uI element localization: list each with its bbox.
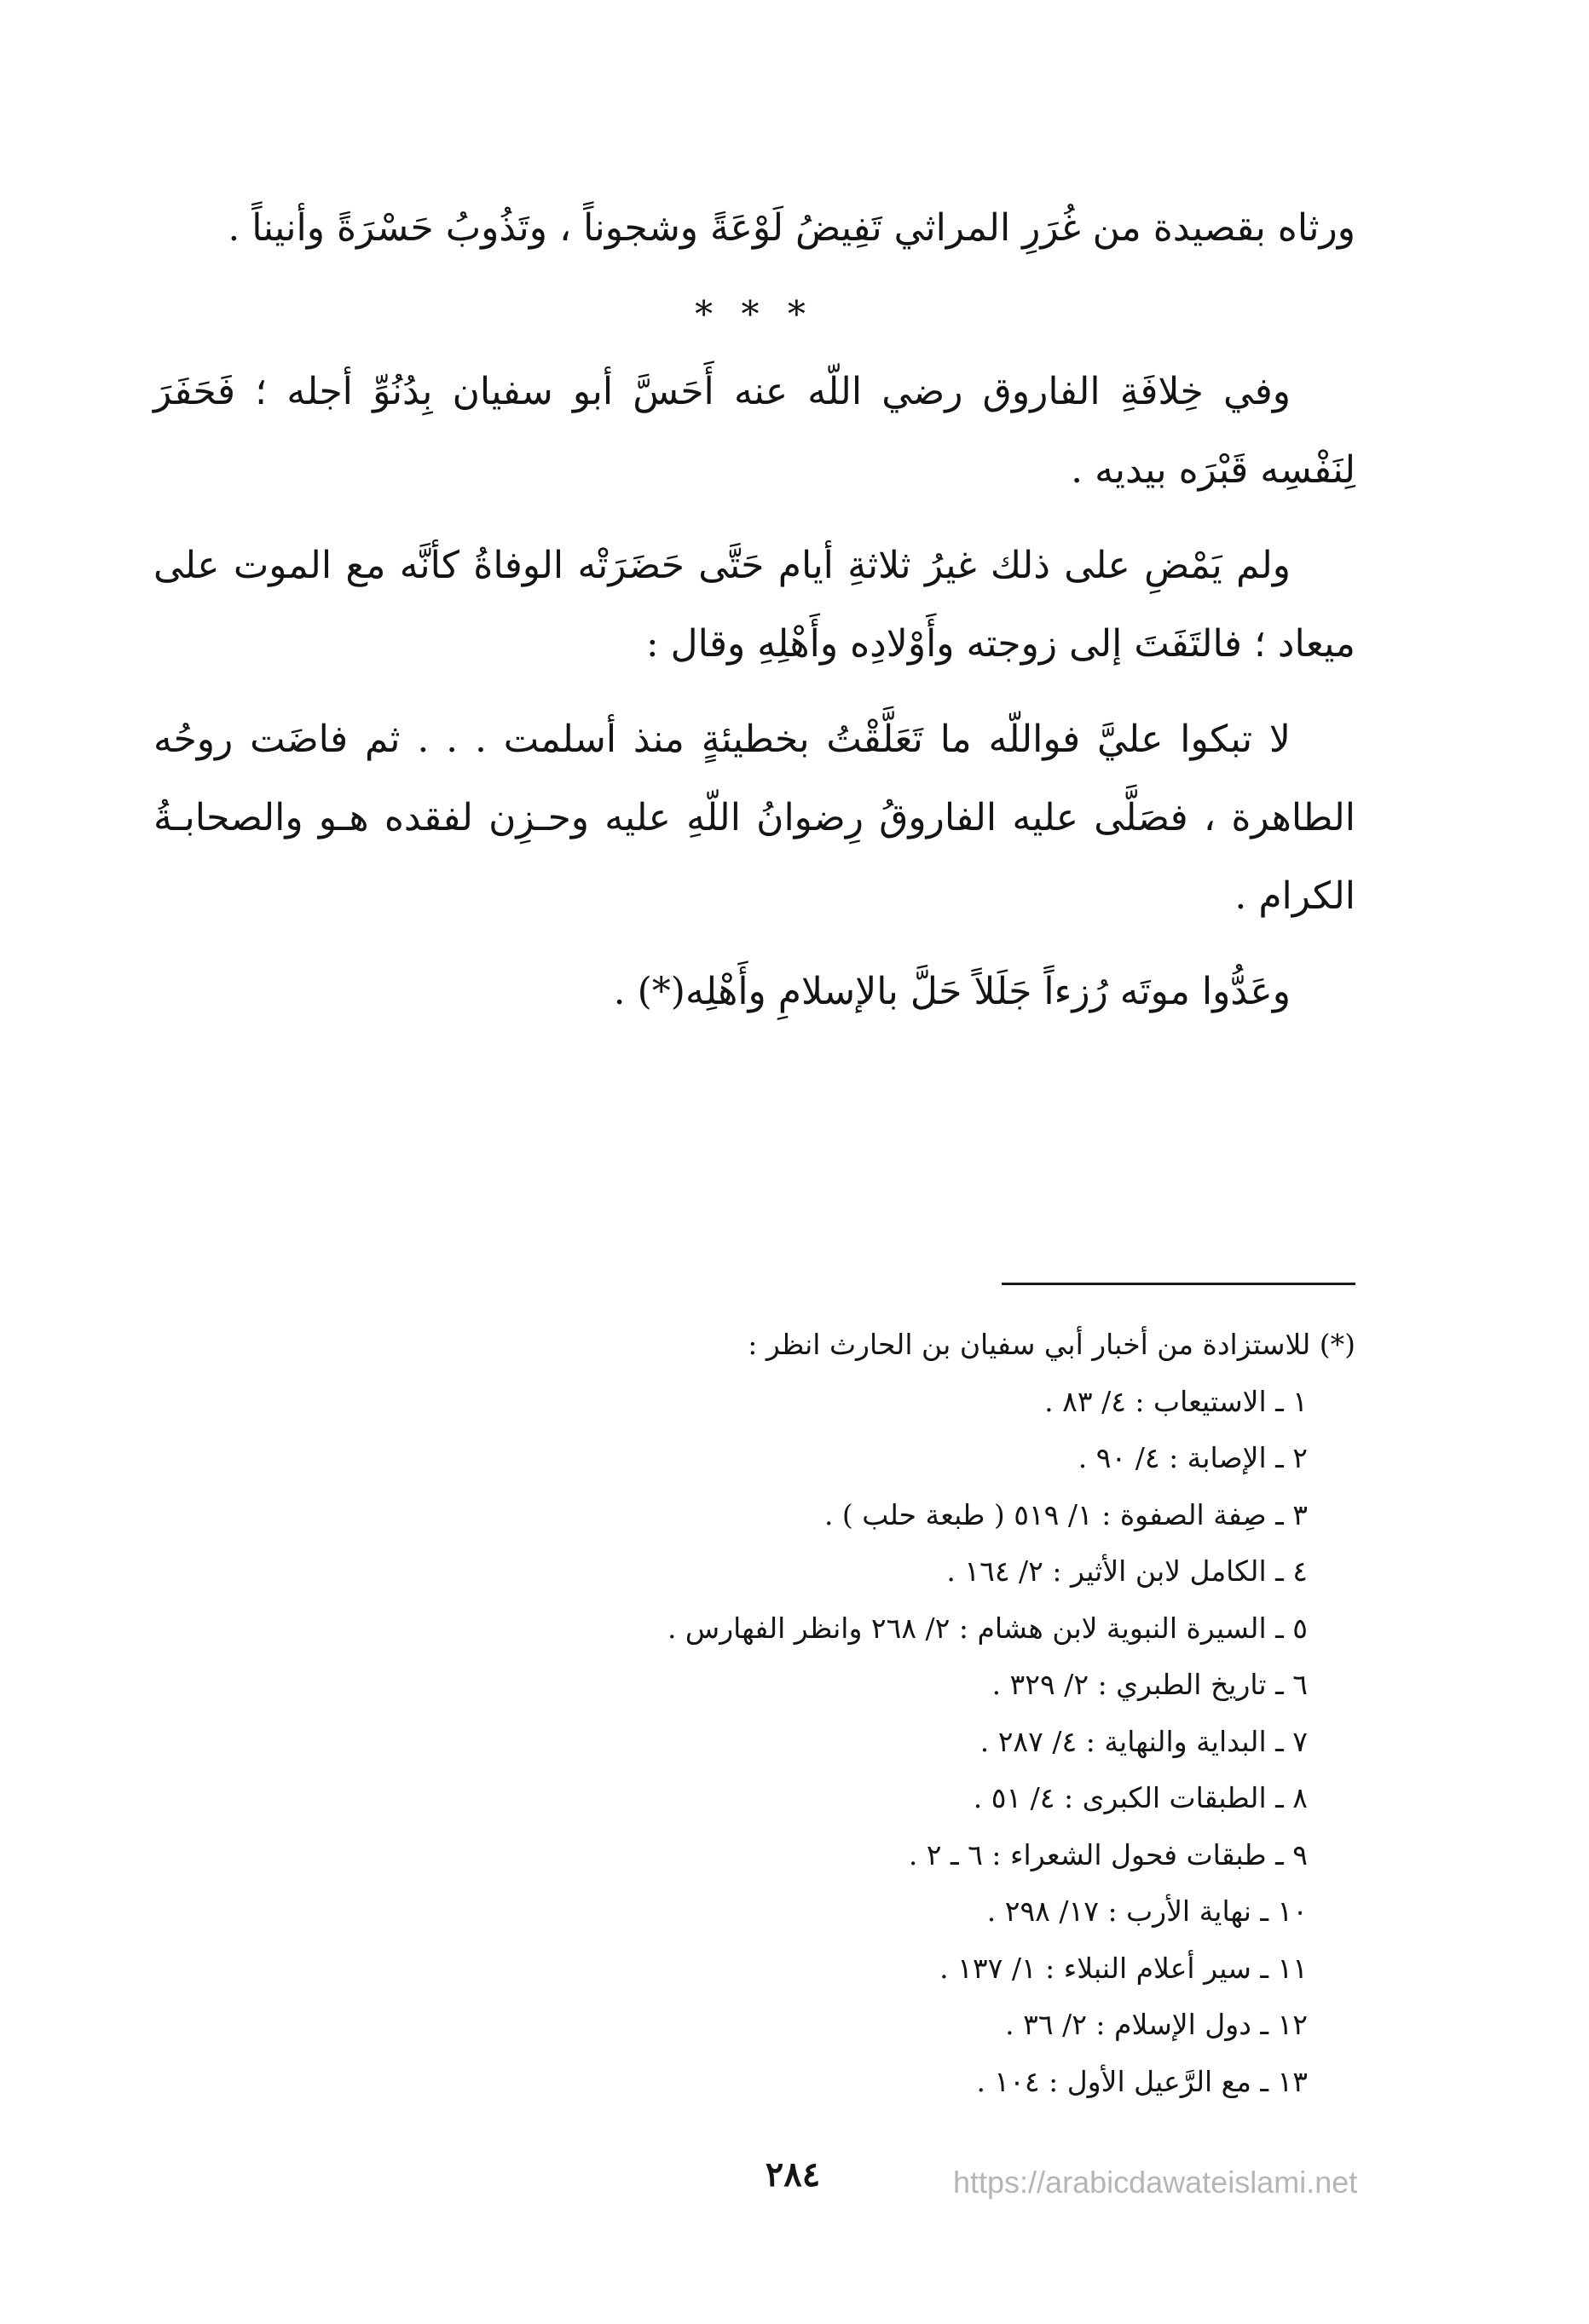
paragraph-opening: ورثاه بقصيدة من غُرَرِ المراثي تَفِيضُ لَوْعَةً وشجوناً ، وتَذُوبُ حَسْرَةً وأنيناً . — [228, 206, 1355, 250]
footnote-item: ٣ ـ صِفة الصفوة : ١/ ٥١٩ ( طبعة حلب ) . — [823, 1497, 1308, 1531]
footnote-item: ٧ ـ البداية والنهاية : ٤/ ٢٨٧ . — [979, 1724, 1308, 1758]
footnote-item: ٤ ـ الكامل لابن الأثير : ٢/ ١٦٤ . — [946, 1554, 1308, 1588]
paragraph-caliphate: وفي خِلافَةِ الفاروق رضي اللّه عنه أَحَسَّ أبو سفيان بِدُنُوِّ أجله ؛ فَحَفَرَ لِنَفْسِه قَبْرَه بيديه . — [153, 370, 1355, 492]
main-text — [153, 189, 1355, 1048]
footnote-item: ٥ ـ السيرة النبوية لابن هشام : ٢/ ٢٦٨ وانظر الفهارس . — [667, 1611, 1308, 1645]
section-separator: * * * — [695, 293, 814, 335]
footnotes — [597, 1317, 1355, 2110]
footnote-item: ١٣ ـ مع الرَّعيل الأول : ١٠٤ . — [976, 2064, 1308, 2098]
paragraph-last-words: لا تبكوا عليَّ فواللّه ما تَعَلَّقْتُ بخطيئةٍ منذ أسلمت . . . ثم فاضَت روحُه الطاهرة ، فصَلَّى عليه الفاروقُ رِضوانُ اللّهِ عليه وحـزِن لفقده هـو والصحابـةُ الكرام . — [153, 718, 1355, 918]
footnote-item: ٨ ـ الطبقات الكبرى : ٤/ ٥١ . — [973, 1781, 1308, 1814]
footnote-item: ١٢ ـ دول الإسلام : ٢/ ٣٦ . — [1005, 2008, 1308, 2041]
paragraph-mourning: وعَدُّوا موتَه رُزءاً جَلَلاً حَلَّ بالإسلامِ وأَهْلِه(*) . — [613, 970, 1291, 1013]
footnote-item: ١١ ـ سير أعلام النبلاء : ١/ ١٣٧ . — [939, 1951, 1308, 1985]
footnote-intro: (*) للاستزادة من أخبار أبي سفيان بن الحارث انظر : — [748, 1328, 1355, 1361]
page-number: ٢٨٤ — [765, 2154, 821, 2194]
footnote-item: ٩ ـ طبقات فحول الشعراء : ٦ ـ ٢ . — [908, 1837, 1308, 1871]
footnote-item: ١ ـ الاستيعاب : ٤/ ٨٣ . — [1044, 1384, 1308, 1418]
paragraph-death-approach: ولم يَمْضِ على ذلك غيرُ ثلاثةِ أيام حَتَّى حَضَرَتْه الوفاةُ كأنَّه مع الموت على ميعاد ؛ فالتَفَتَ إلى زوجته وأَوْلادِه وأَهْلِهِ وقال : — [153, 544, 1355, 666]
watermark-url[interactable]: https://arabicdawateislami.net — [953, 2165, 1358, 2200]
footnote-item: ٦ ـ تاريخ الطبري : ٢/ ٣٢٩ . — [991, 1668, 1308, 1701]
footnote-divider — [1002, 1283, 1355, 1285]
footnote-item: ١٠ ـ نهاية الأرب : ١٧/ ٢٩٨ . — [986, 1894, 1308, 1928]
footnote-item: ٢ ـ الإصابة : ٤/ ٩٠ . — [1078, 1441, 1308, 1474]
